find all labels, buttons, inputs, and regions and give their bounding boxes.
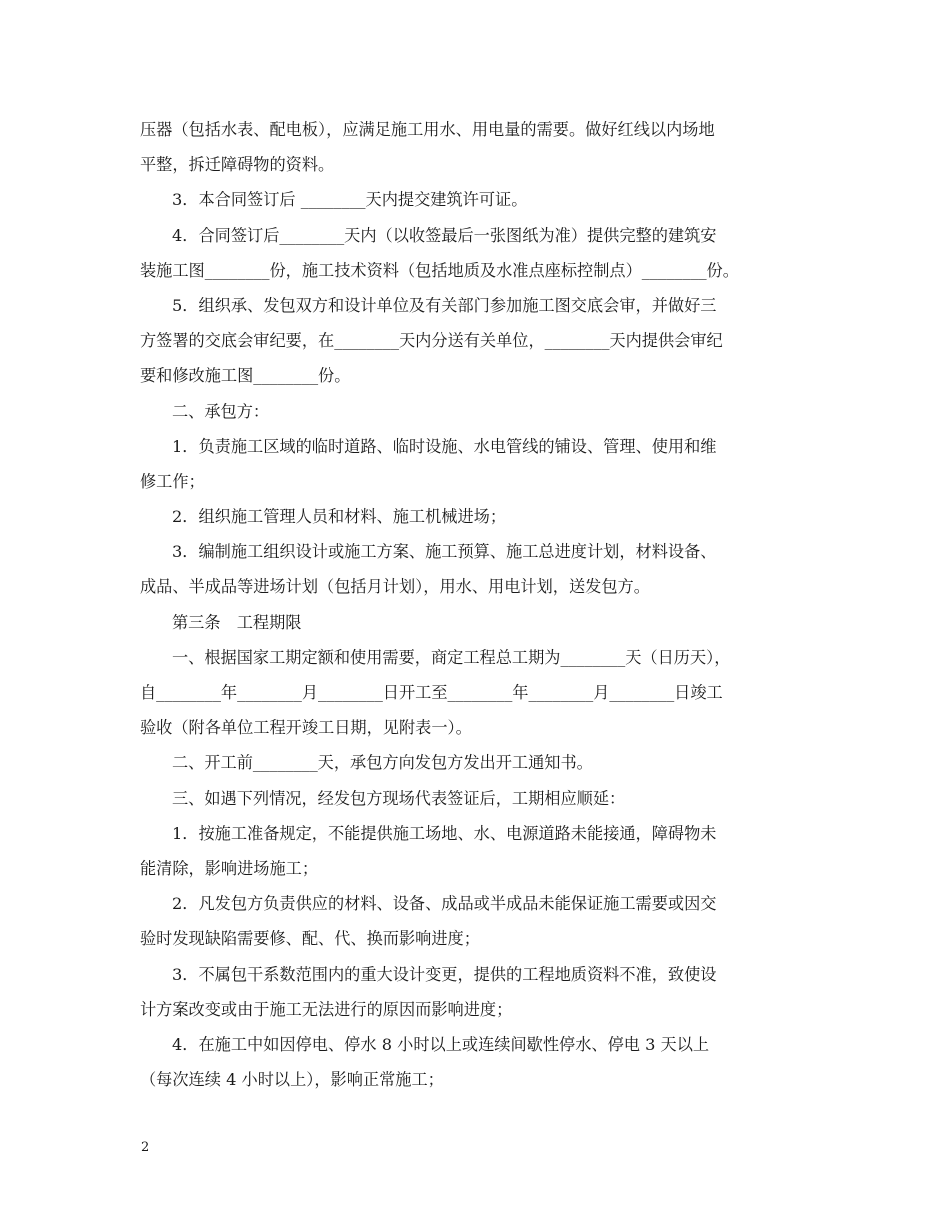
text-line: 修工作； — [140, 471, 205, 491]
text-line: 一、根据国家工期定额和使用需要，商定工程总工期为________天（日历天）， — [172, 647, 731, 667]
text-line: 3．本合同签订后 ________天内提交建筑许可证。 — [172, 190, 528, 210]
text-line: 能清除，影响进场施工； — [140, 858, 319, 878]
text-line: 3．编制施工组织设计或施工方案、施工预算、施工总进度计划，材料设备、 — [172, 542, 717, 562]
text-line: 成品、半成品等进场计划（包括月计划），用水、用电计划，送发包方。 — [140, 577, 650, 597]
text-line: 验时发现缺陷需要修、配、代、换而影响进度； — [140, 929, 480, 949]
text-line: 要和修改施工图________份。 — [140, 366, 351, 386]
text-line: 二、开工前________天，承包方向发包方发出开工通知书。 — [172, 753, 593, 773]
text-line: 1．按施工准备规定，不能提供施工场地、水、电源道路未能接通，障碍物未 — [172, 823, 717, 843]
text-line: （每次连续 4 小时以上），影响正常施工； — [140, 1070, 444, 1090]
text-line: 自________年________月________日开工至________年________月________日竣工 — [140, 683, 723, 702]
text-line: 三、如遇下列情况，经发包方现场代表签证后，工期相应顺延： — [172, 788, 626, 808]
text-line: 1．负责施工区域的临时道路、临时设施、水电管线的铺设、管理、使用和维 — [172, 436, 717, 456]
text-line: 方签署的交底会审纪要，在________天内分送有关单位，________天内提供会审纪 — [140, 331, 723, 351]
text-line: 3．不属包干系数范围内的重大设计变更，提供的工程地质资料不准，致使设 — [172, 964, 717, 984]
text-line: 计方案改变或由于施工无法进行的原因而影响进度； — [140, 999, 513, 1019]
text-line: 装施工图________份，施工技术资料（包括地质及水准点座标控制点）________份。 — [140, 260, 739, 280]
text-line: 2．组织施工管理人员和材料、施工机械进场； — [172, 507, 507, 527]
text-line: 5．组织承、发包双方和设计单位及有关部门参加施工图交底会审，并做好三 — [172, 295, 717, 315]
text-line: 验收（附各单位工程开竣工日期，见附表一）。 — [140, 718, 472, 738]
text-line: 4．合同签订后________天内（以收签最后一张图纸为准）提供完整的建筑安 — [172, 225, 717, 245]
text-line: 二、承包方： — [172, 401, 270, 421]
text-line: 4．在施工中如因停电、停水 8 小时以上或连续间歇性停水、停电 3 天以上 — [172, 1034, 710, 1054]
page-number: 2 — [141, 1140, 150, 1155]
document-body — [140, 112, 812, 1097]
text-line: 压器（包括水表、配电板），应满足施工用水、用电量的需要。做好红线以内场地 — [140, 120, 715, 139]
text-line: 平整，拆迁障碍物的资料。 — [140, 155, 335, 175]
text-line: 第三条 工程期限 — [172, 612, 302, 632]
text-line: 2．凡发包方负责供应的材料、设备、成品或半成品未能保证施工需要或因交 — [172, 894, 717, 914]
